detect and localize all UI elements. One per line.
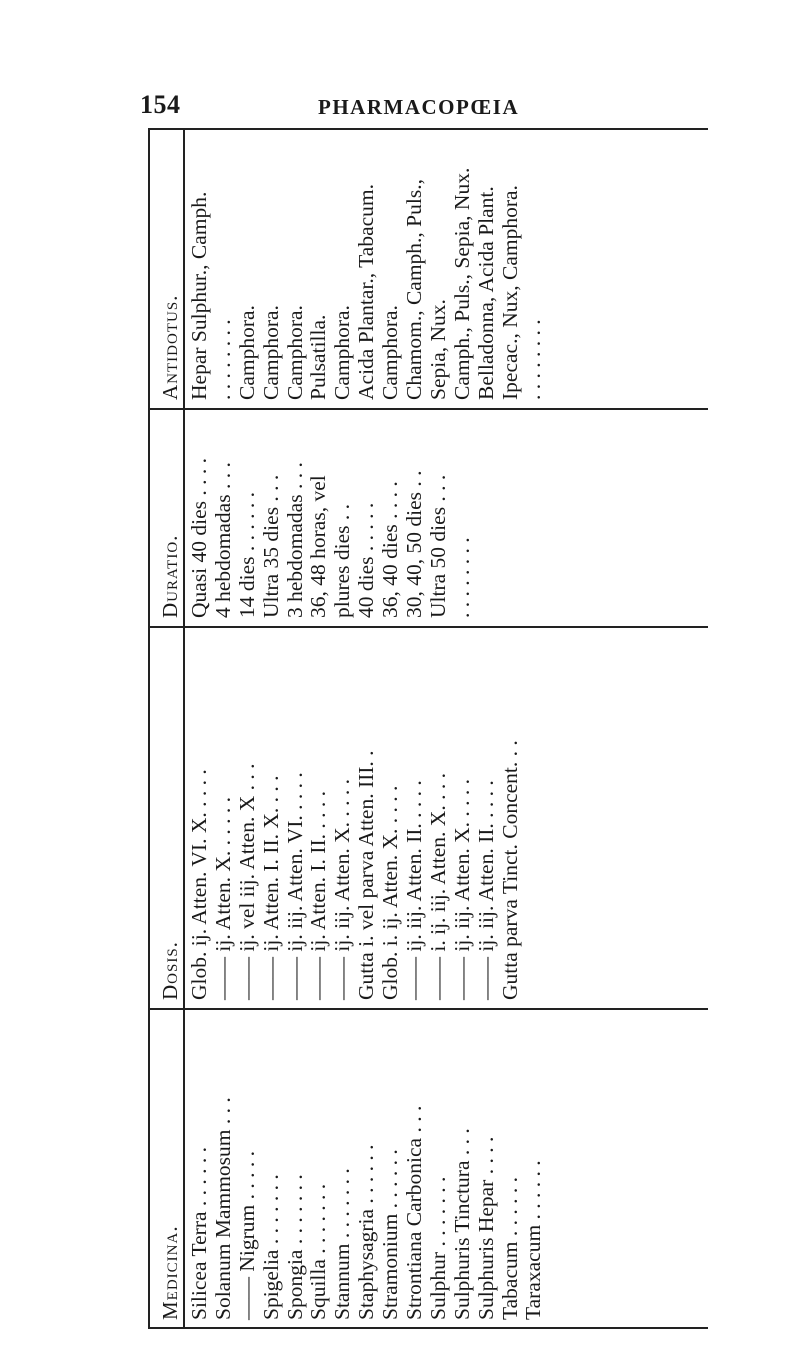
duratio-entry: 3 hebdomadas . . .: [282, 462, 307, 618]
dosis-entry: —— ij. iij. Atten. X. . . . .: [449, 779, 474, 1000]
duratio-entry: Ultra 35 dies . . .: [258, 474, 283, 618]
dosis-entry: —— i. ij. iij. Atten. X. . . .: [425, 773, 450, 1000]
antidotus-entry: . . . . . . . .: [210, 319, 235, 400]
medicina-entry: Sulphur . . . . . . .: [425, 1176, 450, 1320]
antidotus-heading: Antidotus.: [158, 294, 182, 400]
dosis-entry: Glob. ij. Atten. VI. X. . . . .: [187, 769, 211, 1000]
medicina-entry: Taraxacum . . . . . .: [521, 1160, 546, 1320]
duratio-entry: Quasi 40 dies . . . .: [187, 457, 211, 618]
dosis-entry: —— ij. Atten. I. II. X. . . .: [258, 775, 283, 1000]
medicina-entry: —— Nigrum . . . . .: [234, 1150, 259, 1320]
table-left-rule: [148, 128, 150, 1328]
dosis-entry: Glob. i. ij. Atten. X. . . . .: [378, 785, 403, 1000]
duratio-column: [152, 408, 475, 618]
duratio-list: [188, 408, 475, 618]
medicina-entry: Stramonium . . . . . .: [378, 1149, 403, 1320]
medicina-entry: Sulphuris Tinctura . . .: [449, 1128, 474, 1320]
duratio-entry: plures dies . .: [330, 503, 355, 618]
dosis-entry: —— ij. iij. Atten. X. . . . .: [330, 779, 355, 1000]
medicina-entry: Solanum Mammosum . . .: [210, 1097, 235, 1320]
duratio-entry: 40 dies . . . . .: [354, 502, 379, 618]
column-divider-duratio-dosis: [148, 626, 708, 628]
dosis-column: [152, 630, 522, 1000]
dosis-entry: —— ij. Atten. X. . . . . .: [210, 796, 235, 1000]
table-bottom-rule: [148, 1327, 708, 1329]
medicina-entry: Staphysagria . . . . . .: [354, 1144, 379, 1320]
antidotus-entry: Sepia, Nux.: [425, 299, 450, 400]
medicina-entry: Strontiana Carbonica . . .: [402, 1105, 427, 1320]
dosis-entry: Gutta parva Tinct. Concent. . .: [497, 740, 522, 1000]
materia-medica-table: [148, 128, 708, 1328]
antidotus-entry: Acida Plantar., Tabacum.: [354, 183, 379, 400]
duratio-entry: 36, 40 dies . . . .: [378, 481, 403, 618]
dosis-entry: —— ij. iij. Atten. VI. . . . .: [282, 772, 307, 1000]
antidotus-entry: Camphora.: [378, 305, 403, 400]
medicina-column: [152, 1010, 546, 1320]
antidotus-entry: Camph., Puls., Sepia, Nux.: [449, 167, 474, 400]
duratio-heading: Duratio.: [158, 534, 182, 618]
antidotus-entry: Belladonna, Acida Plant.: [473, 186, 498, 400]
table-top-rule: [148, 128, 708, 130]
medicina-entry: Sulphuris Hepar . . . .: [473, 1136, 498, 1320]
medicina-entry: Stannum . . . . . . .: [330, 1168, 355, 1320]
antidotus-entry: . . . . . . . .: [521, 319, 546, 400]
page-number: 154: [140, 90, 181, 119]
dosis-entry: —— ij. Atten. I. II. . . . .: [306, 790, 331, 1000]
antidotus-entry: Camphora.: [234, 305, 259, 400]
duratio-entry: 4 hebdomadas . . .: [210, 462, 235, 618]
medicina-heading: Medicina.: [158, 1225, 182, 1320]
dosis-entry: —— ij. iij. Atten. II. . . . .: [402, 780, 427, 1000]
medicina-entry: Tabacum . . . . . .: [497, 1177, 522, 1320]
antidotus-entry: Hepar Sulphur., Camph.: [187, 191, 211, 400]
dosis-list: [188, 630, 522, 1000]
antidotus-entry: Camphora.: [258, 305, 283, 400]
antidotus-entry: Chamom., Camph., Puls.,: [402, 179, 427, 400]
antidotus-entry: Pulsatilla.: [306, 314, 331, 400]
medicina-entry: Spongia . . . . . . .: [282, 1174, 307, 1320]
dosis-entry: Gutta i. vel parva Atten. III. .: [354, 750, 379, 1000]
duratio-entry: 14 dies . . . . . .: [234, 491, 259, 618]
dosis-heading: Dosis.: [158, 941, 182, 1000]
duratio-entry: . . . . . . . .: [449, 537, 474, 618]
antidotus-column: [152, 135, 546, 400]
dosis-entry: —— ij. vel iij. Atten. X . . .: [234, 763, 259, 1000]
duratio-entry: Ultra 50 dies . . .: [425, 474, 450, 618]
medicina-list: [188, 1010, 546, 1320]
antidotus-list: [188, 135, 546, 400]
duratio-entry: 30, 40, 50 dies . .: [402, 470, 427, 618]
antidotus-entry: Camphora.: [330, 305, 355, 400]
running-title: PHARMACOPŒIA: [318, 95, 520, 119]
antidotus-entry: Camphora.: [282, 305, 307, 400]
duratio-entry: 36, 48 horas, vel: [306, 475, 331, 618]
antidotus-entry: Ipecac., Nux, Camphora.: [497, 185, 522, 400]
medicina-entry: Squilla . . . . . . .: [306, 1183, 331, 1320]
dosis-entry: —— ij. iij. Atten. II. . . . .: [473, 780, 498, 1000]
medicina-entry: Spigelia . . . . . . .: [258, 1174, 283, 1320]
medicina-entry: Silicea Terra . . . . . .: [187, 1146, 211, 1320]
